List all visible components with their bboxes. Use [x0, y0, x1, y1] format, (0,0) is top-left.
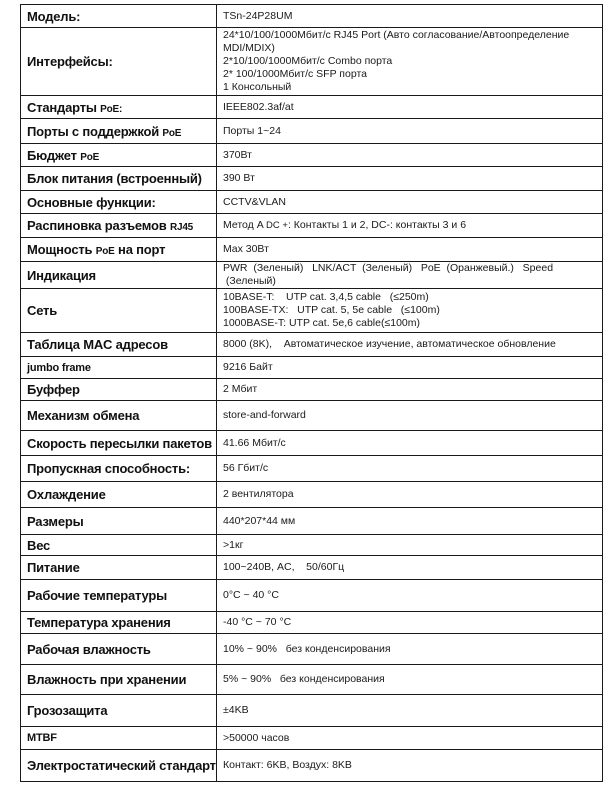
row-label: Механизм обмена: [21, 401, 217, 431]
row-label: Распиновка разъемов RJ45: [21, 214, 217, 238]
row-value: Контакт: 6KB, Воздух: 8KB: [217, 750, 603, 782]
table-row-operating-humidity: [21, 634, 603, 665]
table-row-esd-standard: [21, 750, 603, 782]
row-value: -40 °C ~ 70 °C: [217, 612, 603, 634]
row-label: Стандарты PoE:: [21, 96, 217, 119]
row-value: Порты 1~24: [217, 119, 603, 144]
row-label: Сеть: [21, 289, 217, 333]
row-value: ±4KB: [217, 695, 603, 727]
row-label: Мощность PoE на порт: [21, 238, 217, 262]
table-row-model: [21, 5, 603, 28]
row-label: Таблица MAC адресов: [21, 333, 217, 357]
table-row-dimensions: [21, 508, 603, 535]
row-value: 8000 (8K), Автоматическое изучение, автоматическое обновление: [217, 333, 603, 357]
row-value: store-and-forward: [217, 401, 603, 431]
row-value: Метод A DC +: Контакты 1 и 2, DC-: контакты 3 и 6: [217, 214, 603, 238]
row-value: 9216 Байт: [217, 357, 603, 379]
row-value: 41.66 Мбит/с: [217, 431, 603, 456]
row-label: Основные функции:: [21, 191, 217, 214]
row-value: CCTV&VLAN: [217, 191, 603, 214]
row-value: 370Вт: [217, 144, 603, 167]
table-row-mtbf: [21, 727, 603, 750]
table-row-power-supply: [21, 167, 603, 191]
table-row-bandwidth: [21, 456, 603, 482]
row-value: 390 Вт: [217, 167, 603, 191]
row-value: 24*10/100/1000Мбит/с RJ45 Port (Авто согласование/Автоопределение MDI/MDIX) 2*10/100/1000Мбит/с Combo порта 2* 100/1000Мбит/с SFP порта 1 Консольный: [217, 28, 603, 96]
table-row-forwarding-rate: [21, 431, 603, 456]
table-row-lightning-protection: [21, 695, 603, 727]
table-row-switching-mechanism: [21, 401, 603, 431]
row-label: Бюджет PoE: [21, 144, 217, 167]
row-label: Электростатический стандарт: [21, 750, 217, 782]
table-row-rj45-pinout: [21, 214, 603, 238]
row-label: Порты с поддержкой PoE: [21, 119, 217, 144]
row-value: 100~240В, AC, 50/60Гц: [217, 556, 603, 580]
row-label: Скорость пересылки пакетов: [21, 431, 217, 456]
table-row-storage-humidity: [21, 665, 603, 695]
row-label: Питание: [21, 556, 217, 580]
row-value: 10% ~ 90% без конденсирования: [217, 634, 603, 665]
row-value: TSn-24P28UM: [217, 5, 603, 28]
row-label: Модель:: [21, 5, 217, 28]
specifications-table: [20, 4, 603, 782]
row-value: 56 Гбит/с: [217, 456, 603, 482]
table-row-poe-standards: [21, 96, 603, 119]
table-row-jumbo-frame: [21, 357, 603, 379]
table-row-poe-ports: [21, 119, 603, 144]
row-label: Влажность при хранении: [21, 665, 217, 695]
row-value: 440*207*44 мм: [217, 508, 603, 535]
row-value: 0°C ~ 40 °C: [217, 580, 603, 612]
table-row-mac-table: [21, 333, 603, 357]
row-label: Температура хранения: [21, 612, 217, 634]
table-row-main-functions: [21, 191, 603, 214]
table-row-poe-budget: [21, 144, 603, 167]
table-row-poe-per-port: [21, 238, 603, 262]
row-label: Индикация: [21, 262, 217, 289]
row-value: 2 Мбит: [217, 379, 603, 401]
row-value: Max 30Вт: [217, 238, 603, 262]
table-row-weight: [21, 535, 603, 556]
table-row-cooling: [21, 482, 603, 508]
row-value: 5% ~ 90% без конденсирования: [217, 665, 603, 695]
table-row-network: [21, 289, 603, 333]
row-label: Рабочие температуры: [21, 580, 217, 612]
table-row-indication: [21, 262, 603, 289]
table-row-storage-temperature: [21, 612, 603, 634]
table-row-buffer: [21, 379, 603, 401]
table-row-power: [21, 556, 603, 580]
row-label: Интерфейсы:: [21, 28, 217, 96]
row-label: Пропускная способность:: [21, 456, 217, 482]
row-value: 2 вентилятора: [217, 482, 603, 508]
row-label: Блок питания (встроенный): [21, 167, 217, 191]
row-value: 10BASE-T: UTP cat. 3,4,5 cable (≤250m) 100BASE-TX: UTP cat. 5, 5e cable (≤100m) 1000BASE-T: UTP cat. 5e,6 cable(≤100m): [217, 289, 603, 333]
row-label: Грозозащита: [21, 695, 217, 727]
row-value: IEEE802.3af/at: [217, 96, 603, 119]
row-label: jumbo frame: [21, 357, 217, 379]
row-value: >50000 часов: [217, 727, 603, 750]
row-label: Охлаждение: [21, 482, 217, 508]
row-label: Буффер: [21, 379, 217, 401]
table-row-interfaces: [21, 28, 603, 96]
table-row-operating-temperature: [21, 580, 603, 612]
row-label: Вес: [21, 535, 217, 556]
row-label: Размеры: [21, 508, 217, 535]
row-label: MTBF: [21, 727, 217, 750]
row-value: PWR (Зеленый) LNK/ACT (Зеленый) PoE (Оранжевый.) Speed (Зеленый): [217, 262, 603, 289]
row-value: >1кг: [217, 535, 603, 556]
row-label: Рабочая влажность: [21, 634, 217, 665]
